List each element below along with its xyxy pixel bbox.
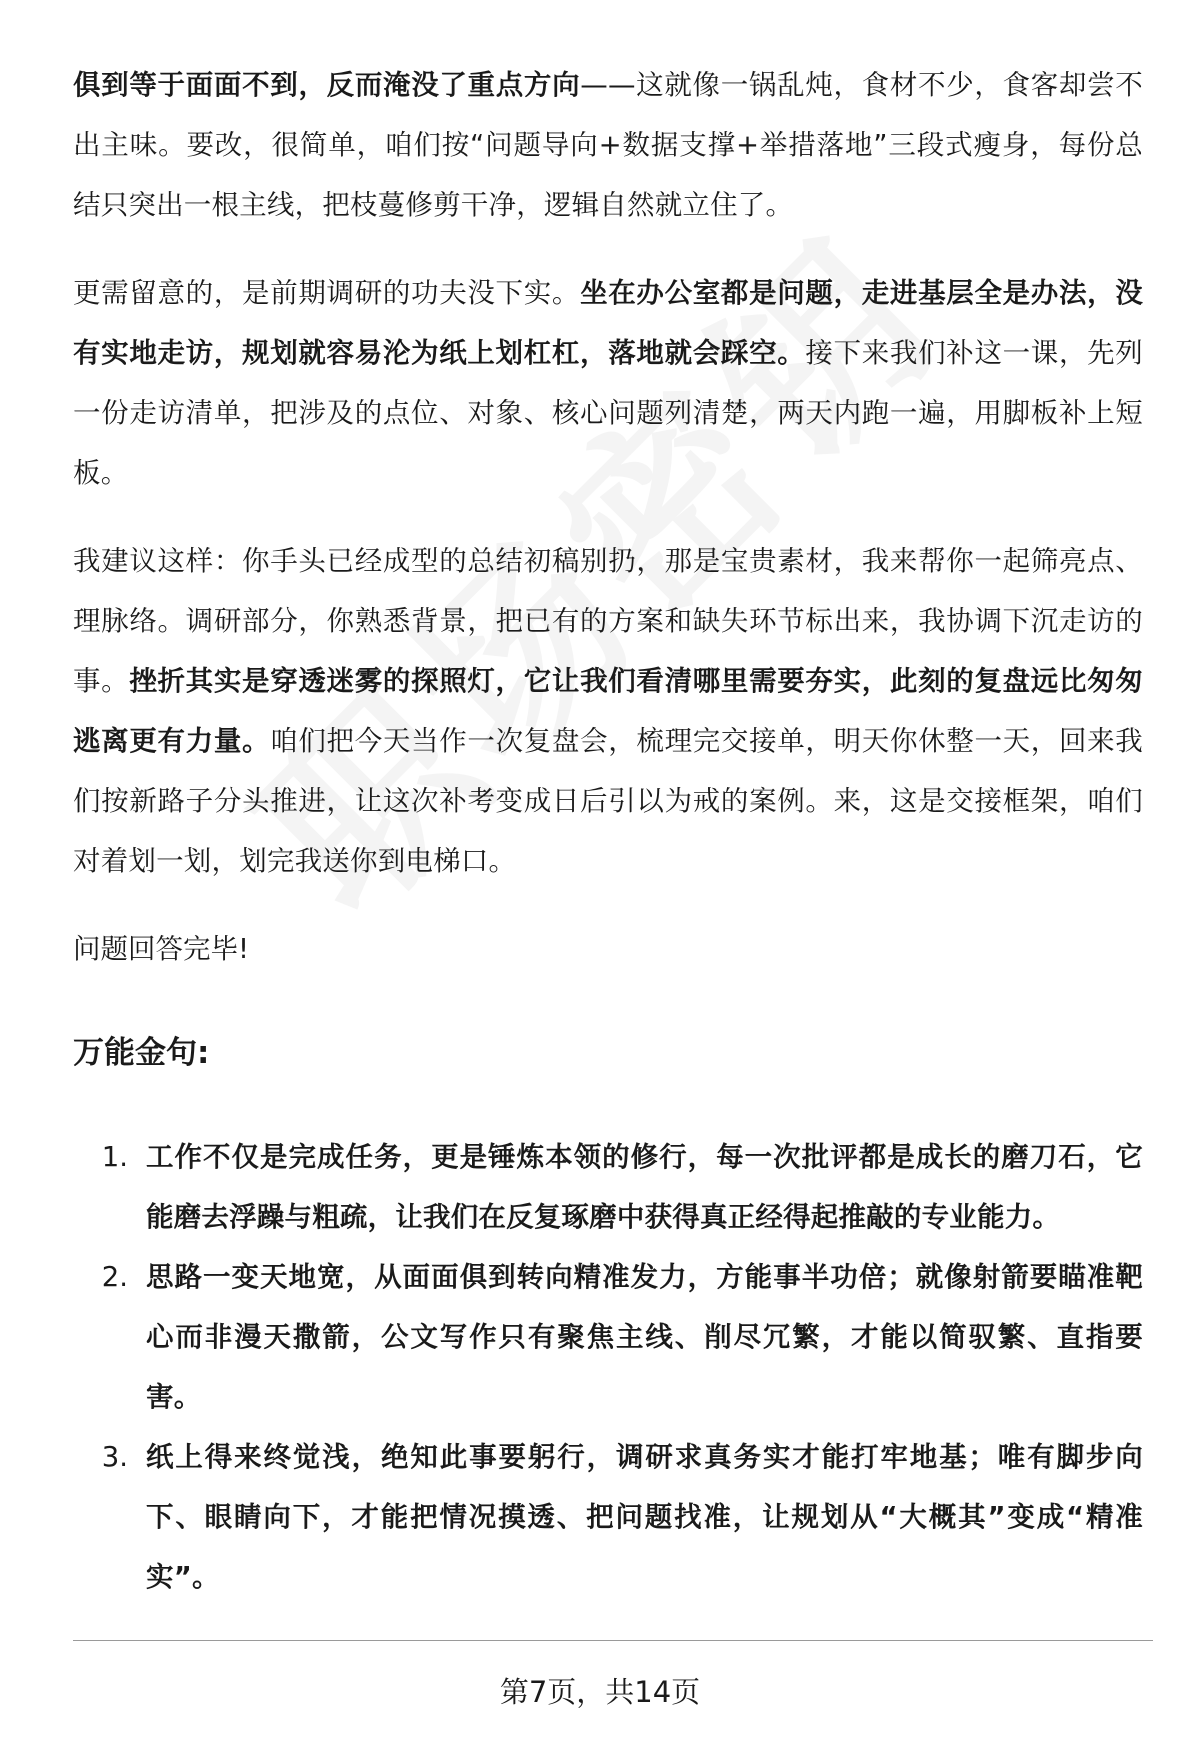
paragraph-2-text-3: 接下来我们补这一课，先列一份走访清单，把涉及的点位、对象、核心问题列清楚，两天内跑一遍，用脚板补上短板。 (73, 337, 1143, 489)
paragraph-3-text-1: 我建议这样：你手头已经成型的总结初稿别扔，那是宝贵素材，我来帮你一起筛亮点、理脉络。调研部分，你熟悉背景，把已有的方案和缺失环节标出来，我协调下沉走访的事。 (73, 545, 1143, 697)
list-item (73, 1127, 1143, 1247)
list-item-number: 1. (101, 1141, 128, 1173)
list-item (73, 1427, 1143, 1607)
paragraph-2-text-1: 更需留意的，是前期调研的功夫没下实。 (73, 277, 581, 309)
golden-quotes-list (73, 1127, 1143, 1607)
section-title: 万能金句: (73, 1035, 210, 1071)
paragraph-3-text-3: 咱们把今天当作一次复盘会，梳理完交接单，明天你休整一天，回来我们按新路子分头推进，让这次补考变成日后引以为戒的案例。来，这是交接框架，咱们对着划一划，划完我送你到电梯口。 (73, 725, 1144, 877)
paragraph-1-text-2: ——这就像一锅乱炖，食材不少，食客却尝不出主味。要改，很简单，咱们按“问题导向+数据支撑+举措落地”三段式瘦身，每份总结只突出一根主线，把枝蔓修剪干净，逻辑自然就立住了。 (73, 69, 1143, 221)
list-item-text: 思路一变天地宽，从面面俱到转向精准发力，方能事半功倍；就像射箭要瞄准靶心而非漫天撒箭，公文写作只有聚焦主线、削尽冗繁，才能以简驭繁、直指要害。 (146, 1261, 1143, 1413)
document-body (73, 55, 1143, 1607)
list-item-text: 工作不仅是完成任务，更是锤炼本领的修行，每一次批评都是成长的磨刀石，它能磨去浮躁与粗疏，让我们在反复琢磨中获得真正经得起推敲的专业能力。 (146, 1141, 1143, 1233)
list-item (73, 1247, 1143, 1427)
list-item-text: 纸上得来终觉浅，绝知此事要躬行，调研求真务实才能打牢地基；唯有脚步向下、眼睛向下，才能把情况摸透、把问题找准，让规划从“大概其”变成“精准实”。 (146, 1441, 1143, 1593)
paragraph-3 (73, 531, 1143, 891)
closing-line: 问题回答完毕! (73, 933, 250, 965)
paragraph-2-bold-2: 坐在办公室都是问题，走进基层全是办法，没有实地走访，规划就容易沦为纸上划杠杠，落地就会踩空。 (73, 277, 1143, 369)
page-number: 第7页，共14页 (499, 1675, 701, 1709)
paragraph-1-bold-1: 俱到等于面面不到，反而淹没了重点方向 (73, 69, 581, 101)
list-item-number: 3. (101, 1441, 128, 1473)
paragraph-1 (73, 55, 1143, 235)
list-item-number: 2. (101, 1261, 128, 1293)
paragraph-3-bold-2: 挫折其实是穿透迷雾的探照灯，它让我们看清哪里需要夯实，此刻的复盘远比匆匆逃离更有力量。 (73, 665, 1143, 757)
paragraph-2 (73, 263, 1143, 503)
footer-divider (73, 1640, 1153, 1641)
